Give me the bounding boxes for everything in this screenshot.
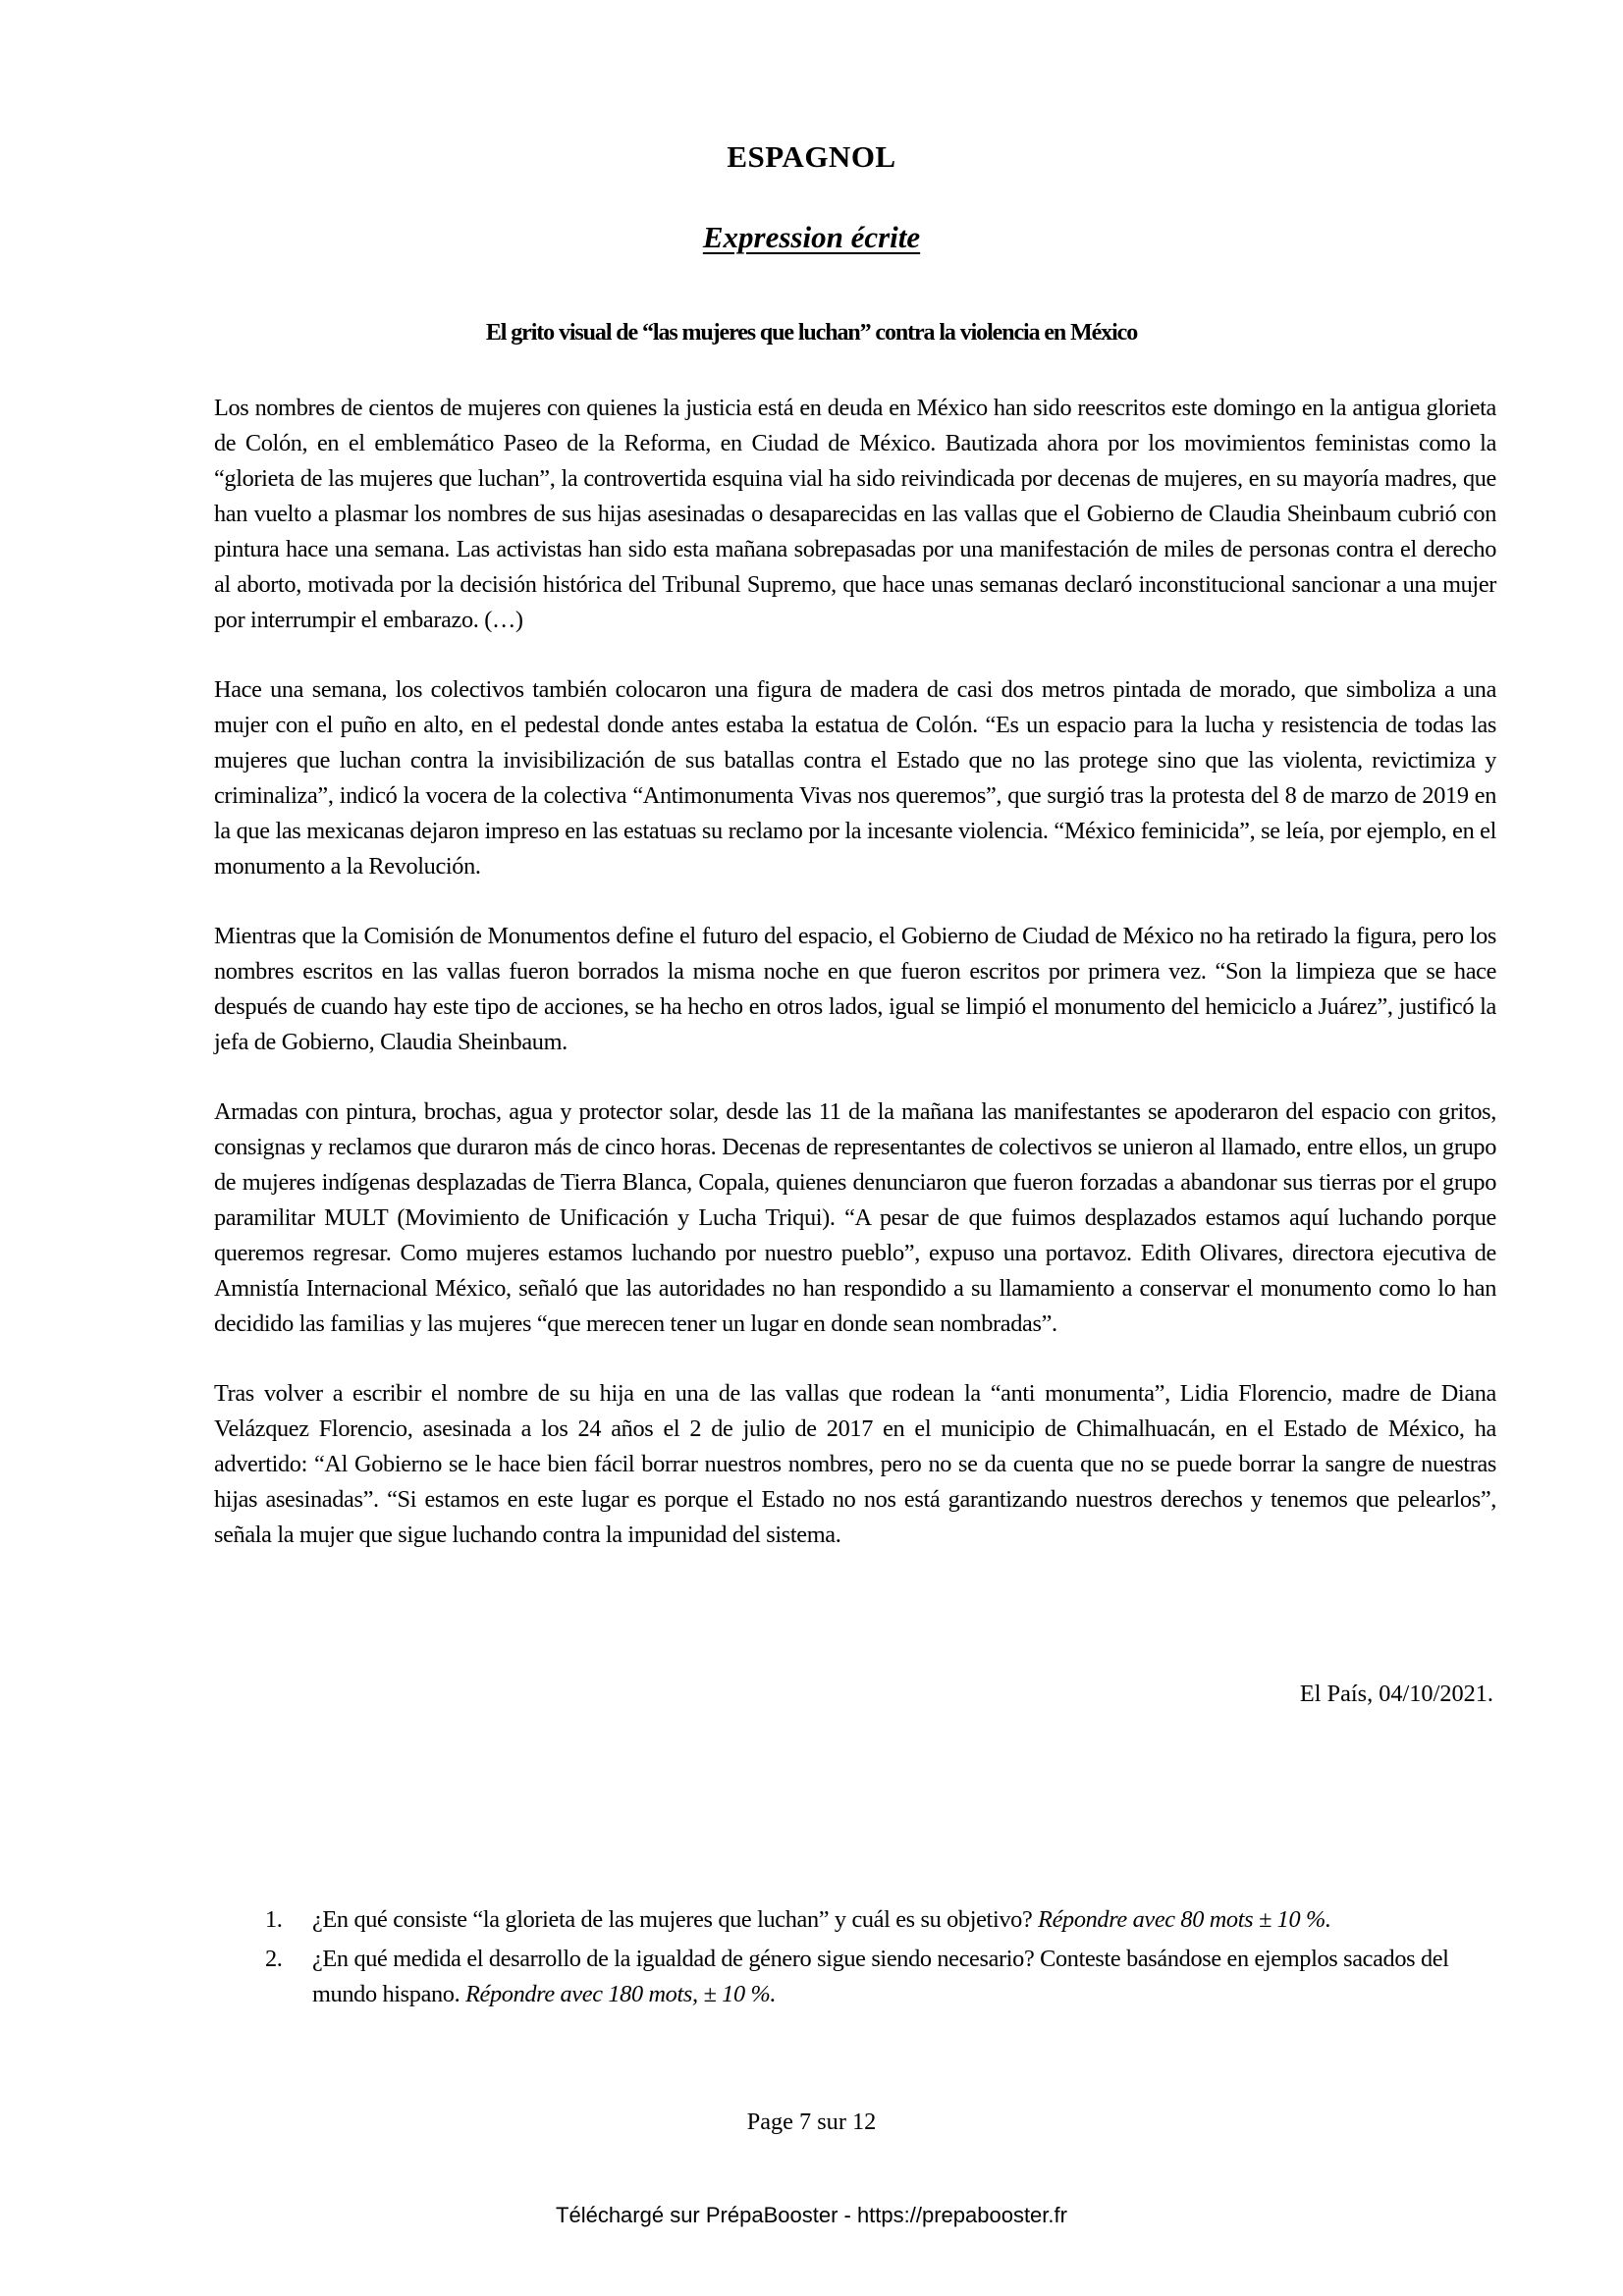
question-instruction: Répondre avec 80 mots ± 10 %.	[1038, 1906, 1331, 1933]
exercise-title	[0, 220, 1623, 255]
article-title: El grito visual de “las mujeres que luchan” contra la violencia en México	[485, 320, 1138, 346]
page-number: Page 7 sur 12	[746, 2109, 877, 2135]
question-item	[253, 1902, 1496, 1938]
exercise-title-text: Expression écrite	[702, 220, 921, 254]
question-list	[253, 1902, 1496, 2016]
download-footer: Téléchargé sur PrépaBooster - https://prepabooster.fr	[556, 2203, 1067, 2227]
article-paragraph: Armadas con pintura, brochas, agua y protector solar, desde las 11 de la mañana las manifestantes se apoderaron del espacio con gritos, consignas y reclamos que duraron más de cinco horas. Decenas de representantes de colectivos se unieron al llamado, entre ellos, un grupo de mujeres indígenas desplazadas de Tierra Blanca, Copala, quienes denunciaron que fueron forzadas a abandonar sus tierras por el grupo paramilitar MULT (Movimiento de Unificación y Lucha Triqui). “A pesar de que fuimos desplazados estamos aquí luchando porque queremos regresar. Como mujeres estamos luchando por nuestro pueblo”, expuso una portavoz. Edith Olivares, directora ejecutiva de Amnistía Internacional México, señaló que las autoridades no han respondido a su llamamiento a conservar el monumento como lo han decidido las familias y las mujeres “que merecen tener un lugar en donde sean nombradas”.	[214, 1098, 1496, 1337]
subject-title: ESPAGNOL	[727, 139, 896, 174]
article-paragraph: Los nombres de cientos de mujeres con quienes la justicia está en deuda en México han sido reescritos este domingo en la antigua glorieta de Colón, en el emblemático Paseo de la Reforma, en Ciudad de México. Bautizada ahora por los movimientos feministas como la “glorieta de las mujeres que luchan”, la controvertida esquina vial ha sido reivindicada por decenas de mujeres, en su mayoría madres, que han vuelto a plasmar los nombres de sus hijas asesinadas o desaparecidas en las vallas que el Gobierno de Claudia Sheinbaum cubrió con pintura hace una semana. Las activistas han sido esta mañana sobrepasadas por una manifestación de miles de personas contra el derecho al aborto, motivada por la decisión histórica del Tribunal Supremo, que hace unas semanas declaró inconstitucional sancionar a una mujer por interrumpir el embarazo. (…)	[214, 395, 1496, 633]
question-text: ¿En qué consiste “la glorieta de las mujeres que luchan” y cuál es su objetivo?	[312, 1906, 1039, 1933]
article-source: El País, 04/10/2021.	[1299, 1681, 1493, 1707]
article-body	[214, 391, 1496, 1553]
article-paragraph: Mientras que la Comisión de Monumentos define el futuro del espacio, el Gobierno de Ciudad de México no ha retirado la figura, pero los nombres escritos en las vallas fueron borrados la misma noche en que fueron escritos por primera vez. “Son la limpieza que se hace después de cuando hay este tipo de acciones, se ha hecho en otros lados, igual se limpió el monumento del hemiciclo a Juárez”, justificó la jefa de Gobierno, Claudia Sheinbaum.	[214, 923, 1496, 1055]
question-item	[253, 1942, 1496, 2012]
question-instruction: Répondre avec 180 mots, ± 10 %.	[465, 1981, 777, 2007]
article-paragraph: Hace una semana, los colectivos también colocaron una figura de madera de casi dos metros pintada de morado, que simboliza a una mujer con el puño en alto, en el pedestal donde antes estaba la estatua de Colón. “Es un espacio para la lucha y resistencia de todas las mujeres que luchan contra la invisibilización de sus batallas contra el Estado que no las protege sino que las violenta, revictimiza y criminaliza”, indicó la vocera de la colectiva “Antimonumenta Vivas nos queremos”, que surgió tras la protesta del 8 de marzo de 2019 en la que las mexicanas dejaron impreso en las estatuas su reclamo por la incesante violencia. “México feminicida”, se leía, por ejemplo, en el monumento a la Revolución.	[214, 676, 1496, 880]
article-paragraph: Tras volver a escribir el nombre de su hija en una de las vallas que rodean la “anti monumenta”, Lidia Florencio, madre de Diana Velázquez Florencio, asesinada a los 24 años el 2 de julio de 2017 en el municipio de Chimalhuacán, en el Estado de México, ha advertido: “Al Gobierno se le hace bien fácil borrar nuestros nombres, pero no se da cuenta que no se puede borrar la sangre de nuestras hijas asesinadas”. “Si estamos en este lugar es porque el Estado no nos está garantizando nuestros derechos y tenemos que pelearlos”, señala la mujer que sigue luchando contra la impunidad del sistema.	[214, 1380, 1496, 1548]
question-number: 1.	[265, 1906, 283, 1933]
question-text: ¿En qué medida el desarrollo de la igualdad de género sigue siendo necesario? Conteste basándose en ejemplos sacados del mundo hispano.	[312, 1946, 1449, 2007]
question-number: 2.	[265, 1946, 283, 1972]
